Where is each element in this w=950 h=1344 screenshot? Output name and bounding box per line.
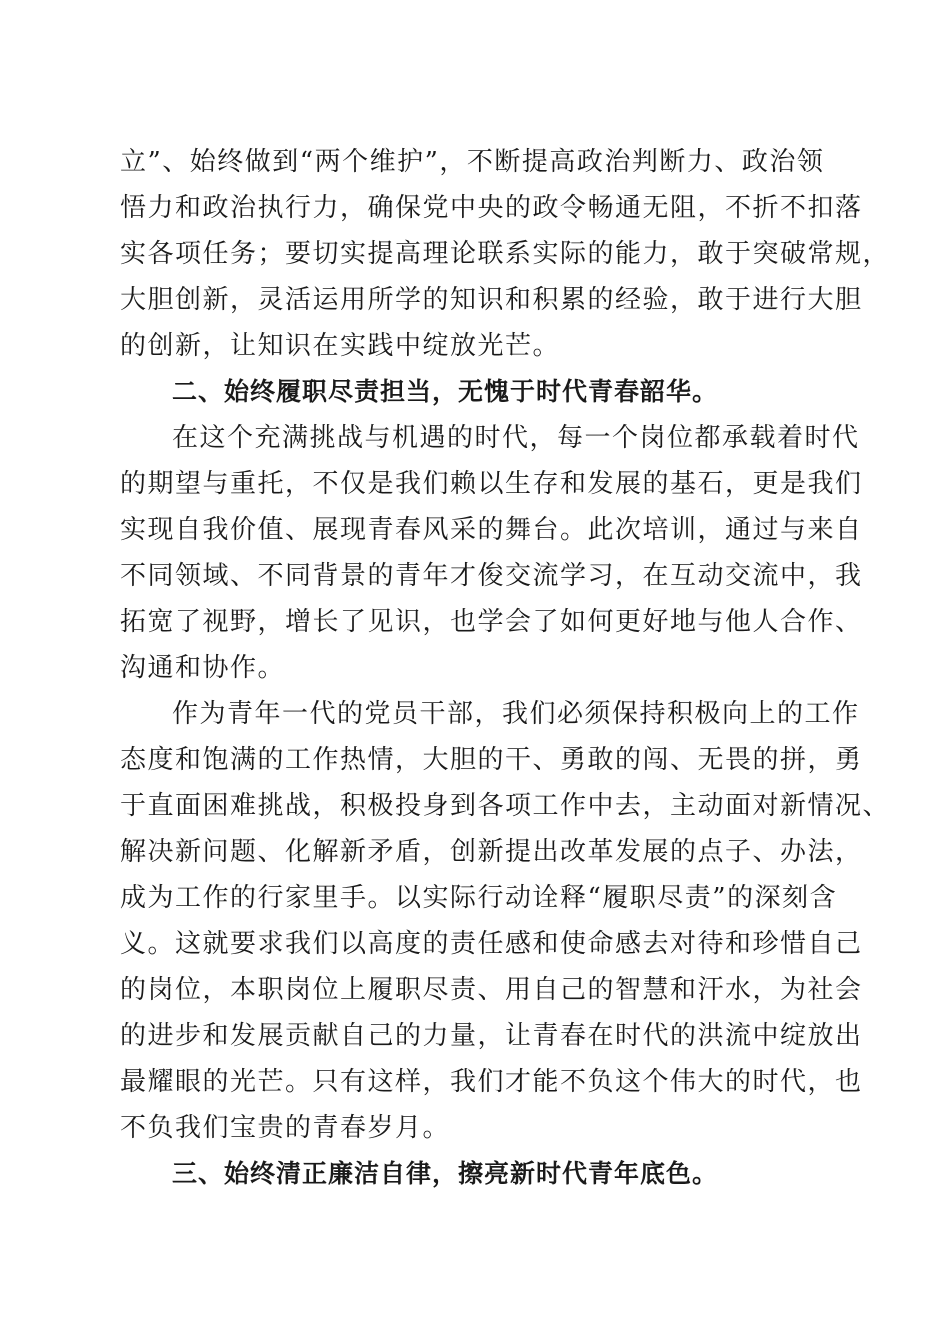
paragraph-line: 义。这就要求我们以高度的责任感和使命感去对待和珍惜自己 (120, 929, 863, 959)
paragraph-line: 成为工作的行家里手。以实际行动诠释“履职尽责”的深刻含 (120, 883, 838, 913)
paragraph-line: 实现自我价值、展现青春风采的舞台。此次培训，通过与来自 (120, 515, 863, 545)
paragraph-line: 悟力和政治执行力，确保党中央的政令畅通无阻，不折不扣落 (120, 193, 863, 223)
section-heading-2: 二、始终履职尽责担当，无愧于时代青春韶华。 (172, 377, 719, 406)
paragraph-line: 拓宽了视野，增长了见识，也学会了如何更好地与他人合作、 (120, 607, 863, 637)
paragraph-line: 的进步和发展贡献自己的力量，让青春在时代的洪流中绽放出 (120, 1021, 863, 1051)
paragraph-line: 的期望与重托，不仅是我们赖以生存和发展的基石，更是我们 (120, 469, 863, 499)
paragraph-line: 态度和饱满的工作热情，大胆的干、勇敢的闯、无畏的拼，勇 (120, 745, 863, 775)
paragraph-line: 立”、始终做到“两个维护”，不断提高政治判断力、政治领 (120, 147, 825, 177)
paragraph-line: 的创新，让知识在实践中绽放光芒。 (120, 331, 561, 361)
paragraph-line: 最耀眼的光芒。只有这样，我们才能不负这个伟大的时代，也 (120, 1067, 863, 1097)
paragraph-line: 在这个充满挑战与机遇的时代，每一个岗位都承载着时代 (172, 423, 860, 453)
paragraph-line: 大胆创新，灵活运用所学的知识和积累的经验，敢于进行大胆 (120, 285, 863, 315)
section-heading-3: 三、始终清正廉洁自律，擦亮新时代青年底色。 (172, 1159, 719, 1188)
paragraph-line: 实各项任务；要切实提高理论联系实际的能力，敢于突破常规， (120, 239, 891, 269)
paragraph-line: 的岗位，本职岗位上履职尽责、用自己的智慧和汗水，为社会 (120, 975, 863, 1005)
paragraph-line: 解决新问题、化解新矛盾，创新提出改革发展的点子、办法， (120, 837, 863, 867)
paragraph-line: 不负我们宝贵的青春岁月。 (120, 1113, 451, 1143)
paragraph-line: 作为青年一代的党员干部，我们必须保持积极向上的工作 (172, 699, 860, 729)
paragraph-line: 沟通和协作。 (120, 653, 286, 683)
paragraph-line: 不同领域、不同背景的青年才俊交流学习，在互动交流中，我 (120, 561, 863, 591)
paragraph-line: 于直面困难挑战，积极投身到各项工作中去，主动面对新情况、 (120, 791, 891, 821)
